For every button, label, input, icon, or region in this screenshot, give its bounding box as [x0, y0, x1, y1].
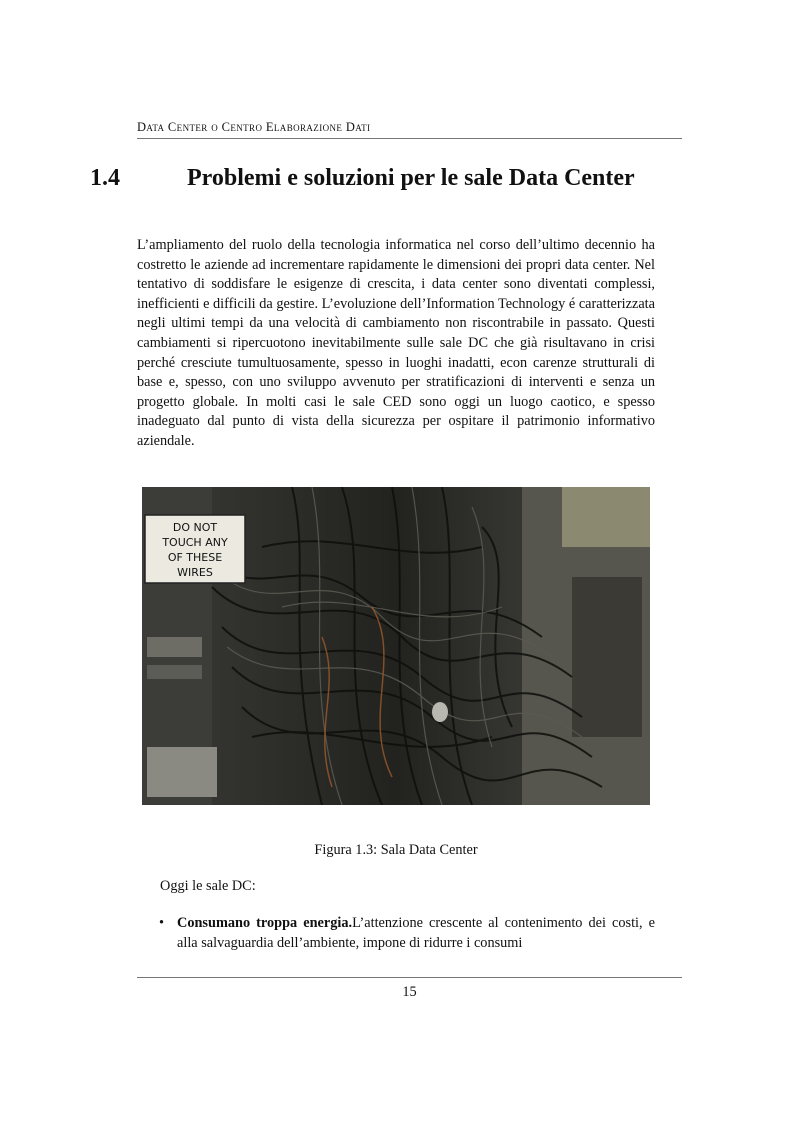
- light-bulb: [432, 702, 448, 722]
- section-number: 1.4: [90, 165, 120, 191]
- list-item-bold: Consumano troppa energia.: [177, 915, 353, 931]
- body-paragraph: L’ampliamento del ruolo della tecnologia informatica nel corso dell’ultimo decennio ha costretto le aziende ad incrementare rapidamente le dimensioni dei propri data center. Nel tentativo di soddisfare le esigenze di crescita, i data center sono diventati complessi, inefficienti e difficili da gestire. L’evoluzione dell’Information Technology é caratterizzata negli ultimi tempi da una velocità di cambiamento non riscontrabile in passato. Questi cambiamenti si ripercuotono inevitabilmente sulle sale DC che già risultavano in crisi perché cresciute tumultuosamente, spesso in luoghi inadatti, econ carenze strutturali di base e, spesso, con uno sviluppo avvenuto per stratificazioni di interventi e senza un progetto globale. In molti casi le sale CED sono oggi un luogo caotico, e spesso inadeguato dal punto di vista della sicurezza per ospitare il patrimonio informativo aziendale.: [137, 237, 655, 449]
- figure-caption: Figura 1.3: Sala Data Center: [314, 842, 478, 858]
- list-item: [159, 914, 655, 953]
- section-heading: [90, 164, 729, 193]
- sign-line-4: WIRES: [177, 566, 213, 579]
- footer-rule: [137, 977, 682, 978]
- sign-line-1: DO NOT: [172, 521, 218, 534]
- figure-photo: [142, 487, 650, 805]
- bullet-icon: •: [159, 915, 165, 931]
- page-number: 15: [402, 984, 417, 1000]
- sign-line-2: TOUCH ANY: [162, 536, 228, 549]
- running-header: Data Center o Centro Elaborazione Dati: [137, 120, 371, 134]
- list-intro: Oggi le sale DC:: [160, 878, 256, 894]
- section-title: Problemi e soluzioni per le sale Data Center: [187, 165, 635, 191]
- header-rule: [137, 138, 682, 139]
- server-room-cables-image: [142, 487, 650, 805]
- list-item-text: L’attenzione crescente al contenimento dei costi, e alla salvaguardia dell’ambiente, impone di ridurre i consumi: [177, 915, 655, 951]
- sign-line-3: OF THESE: [167, 551, 223, 564]
